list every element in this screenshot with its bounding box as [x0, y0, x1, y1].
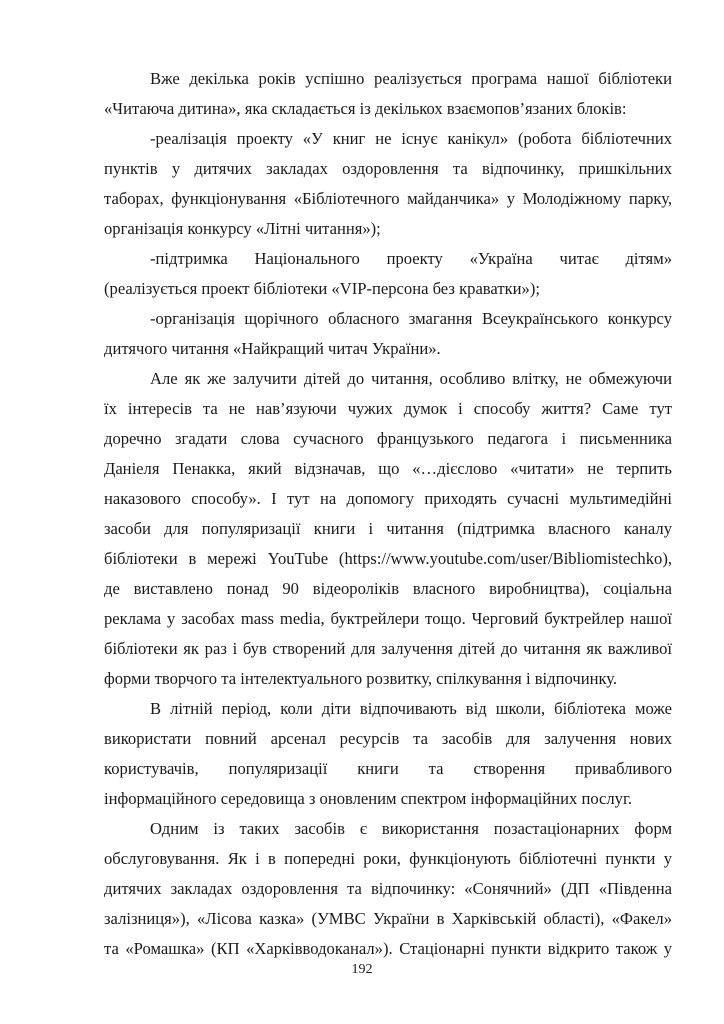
page-number: 192 [351, 962, 373, 977]
text-line: таборах, функціонування «Бібліотечного майданчика» у Молодіжному парку, [104, 189, 672, 208]
text-line: «Читаюча дитина», яка складається із декількох взаємопов’язаних блоків: [104, 99, 627, 118]
text-line: бібліотеки як раз і був створений для залучення дітей до читання як важливої [104, 639, 672, 658]
text-line: Одним із таких засобів є використання позастаціонарних форм [150, 819, 672, 838]
text-line: залізниця»), «Лісова казка» (УМВС України в Харківській області), «Факел» [104, 909, 672, 928]
text-line: -організація щорічного обласного змагання Всеукраїнського конкурсу [150, 309, 672, 328]
text-line: організація конкурсу «Літні читання»); [104, 219, 381, 238]
text-line: та «Ромашка» (КП «Харківводоканал»). Стаціонарні пункти відкрито також у [104, 939, 672, 958]
paragraph [104, 694, 672, 814]
text-line: засоби для популяризації книги і читання (підтримка власного каналу [104, 519, 672, 538]
paragraph [104, 64, 672, 124]
text-line: Вже декілька років успішно реалізується програма нашої бібліотеки [150, 69, 672, 88]
body-text [104, 64, 672, 964]
paragraph [104, 124, 672, 244]
text-line: -реалізація проекту «У книг не існує канікул» (робота бібліотечних [150, 129, 672, 148]
text-line: їх інтересів та не нав’язуючи чужих думок і способу життя? Саме тут [104, 399, 672, 418]
text-line: В літній період, коли діти відпочивають від школи, бібліотека може [150, 699, 672, 718]
paragraph [104, 814, 672, 964]
text-line: пунктів у дитячих закладах оздоровлення та відпочинку, пришкільних [104, 159, 672, 178]
text-line: обслуговування. Як і в попередні роки, функціонують бібліотечні пункти у [104, 849, 672, 868]
text-line: доречно згадати слова сучасного французького педагога і письменника [104, 429, 672, 448]
text-line: (реалізується проект бібліотеки «VIP-персона без краватки»); [104, 279, 540, 298]
text-line: Але як же залучити дітей до читання, особливо влітку, не обмежуючи [150, 369, 672, 388]
text-line: використати повний арсенал ресурсів та засобів для залучення нових [104, 729, 672, 748]
text-line: дитячих закладах оздоровлення та відпочинку: «Сонячний» (ДП «Південна [104, 879, 672, 898]
text-line: бібліотеки в мережі YouTube (https://www.youtube.com/user/Bibliomistechko), [104, 549, 672, 568]
text-line: форми творчого та інтелектуального розвитку, спілкування і відпочинку. [104, 669, 618, 688]
text-line: користувачів, популяризації книги та створення привабливого [104, 759, 672, 778]
text-line: дитячого читання «Найкращий читач України». [104, 339, 441, 358]
paragraph [104, 304, 672, 364]
text-line: інформаційного середовища з оновленим спектром інформаційних послуг. [104, 789, 633, 808]
text-line: де виставлено понад 90 відеороліків власного виробництва), соціальна [104, 579, 672, 598]
text-line: Даніеля Пенакка, який відзначав, що «…дієслово «читати» не терпить [104, 459, 672, 478]
paragraph [104, 244, 672, 304]
text-line: реклама у засобах mass media, буктрейлери тощо. Черговий буктрейлер нашої [104, 609, 672, 628]
paragraph [104, 364, 672, 694]
text-line: -підтримка Національного проекту «Україна читає дітям» [150, 249, 672, 268]
text-line: наказового способу». І тут на допомогу приходять сучасні мультимедійні [104, 489, 672, 508]
